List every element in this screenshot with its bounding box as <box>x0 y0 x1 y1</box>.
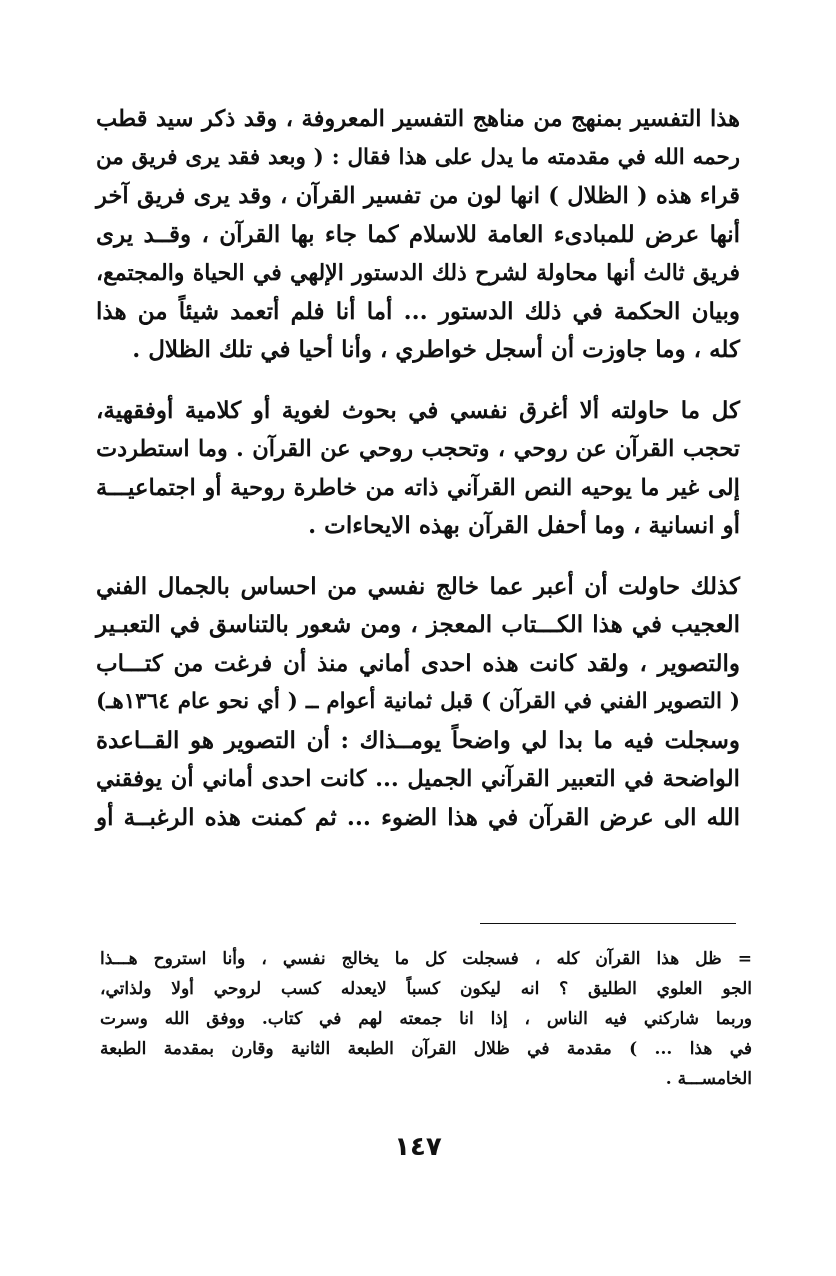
footnote-line: في هذا ... ) مقدمة في ظلال القرآن الطبعة الثانية وقارن بمقدمة الطبعة <box>100 1039 752 1059</box>
footnote-divider <box>480 923 736 924</box>
paragraph-3 <box>96 568 740 838</box>
page-body <box>96 100 740 837</box>
text-line: كل ما حاولته ألا أغرق نفسي في بحوث لغوية أو كلامية أوفقهية، <box>96 396 740 424</box>
main-text <box>96 100 740 837</box>
text-line: تحجب القرآن عن روحي ، وتحجب روحي عن القرآن . وما استطردت <box>96 436 740 462</box>
text-line: الواضحة في التعبير القرآني الجميل ... كانت احدى أماني أن يوفقني <box>96 766 740 792</box>
text-line: كذلك حاولت أن أعبر عما خالج نفسي من احساس بالجمال الفني <box>96 572 740 600</box>
text-line: فريق ثالث أنها محاولة لشرح ذلك الدستور الإلهي في الحياة والمجتمع، <box>96 260 740 286</box>
text-line: والتصوير ، ولقد كانت هذه احدى أماني منذ أن فرغت من كتـــاب <box>96 649 740 677</box>
footnote-line: = ظل هذا القرآن كله ، فسجلت كل ما يخالج نفسي ، وأنا استروح هـــذا <box>100 949 752 969</box>
footnote <box>100 944 752 1094</box>
text-line: كله ، وما جاوزت أن أسجل خواطري ، وأنا أحيا في تلك الظلال . <box>132 336 740 363</box>
text-line: وسجلت فيه ما بدا لي واضحاً يومــذاك : أن التصوير هو القــاعدة <box>96 726 740 754</box>
text-line: قراء هذه ( الظلال ) انها لون من تفسير القرآن ، وقد يرى فريق آخر <box>96 183 740 209</box>
text-line: إلى غير ما يوحيه النص القرآني ذاته من خاطرة روحية أو اجتماعيـــة <box>96 474 740 501</box>
text-line: العجيب في هذا الكـــتاب المعجز ، ومن شعور بالتناسق في التعبـير <box>96 611 740 638</box>
paragraph-1 <box>96 100 740 370</box>
text-line: الله الى عرض القرآن في هذا الضوء ... ثم كمنت هذه الرغبــة أو <box>96 803 740 831</box>
text-line: وبيان الحكمة في ذلك الدستور ... أما أنا فلم أتعمد شيئاً من هذا <box>96 297 740 325</box>
text-line: هذا التفسير بمنهج من مناهج التفسير المعروفة ، وقد ذكر سيد قطب <box>96 106 740 132</box>
paragraph-2 <box>96 392 740 546</box>
text-line: أو انسانية ، وما أحفل القرآن بهذه الايحاءات . <box>308 512 740 539</box>
text-line: أنها عرض للمبادىء العامة للاسلام كما جاء بها القرآن ، وقــد يرى <box>96 220 740 248</box>
footnote-line: الجو العلوي الطليق ؟ انه ليكون كسباً لايعدله كسب لروحي أولا ولذاتي، <box>100 979 752 999</box>
text-line: ( التصوير الفني في القرآن ) قبل ثمانية أعوام ــ ( أي نحو عام ١٣٦٤هـ) <box>96 689 740 714</box>
page-number: ١٤٧ <box>394 1132 442 1162</box>
footnote-line: وربما شاركني فيه الناس ، إذا انا جمعته لهم في كتاب. ووفق الله وسرت <box>100 1009 752 1029</box>
footnote-line: الخامســـة . <box>665 1069 752 1089</box>
text-line: رحمه الله في مقدمته ما يدل على هذا فقال : ( وبعد فقد يرى فريق من <box>96 144 740 170</box>
